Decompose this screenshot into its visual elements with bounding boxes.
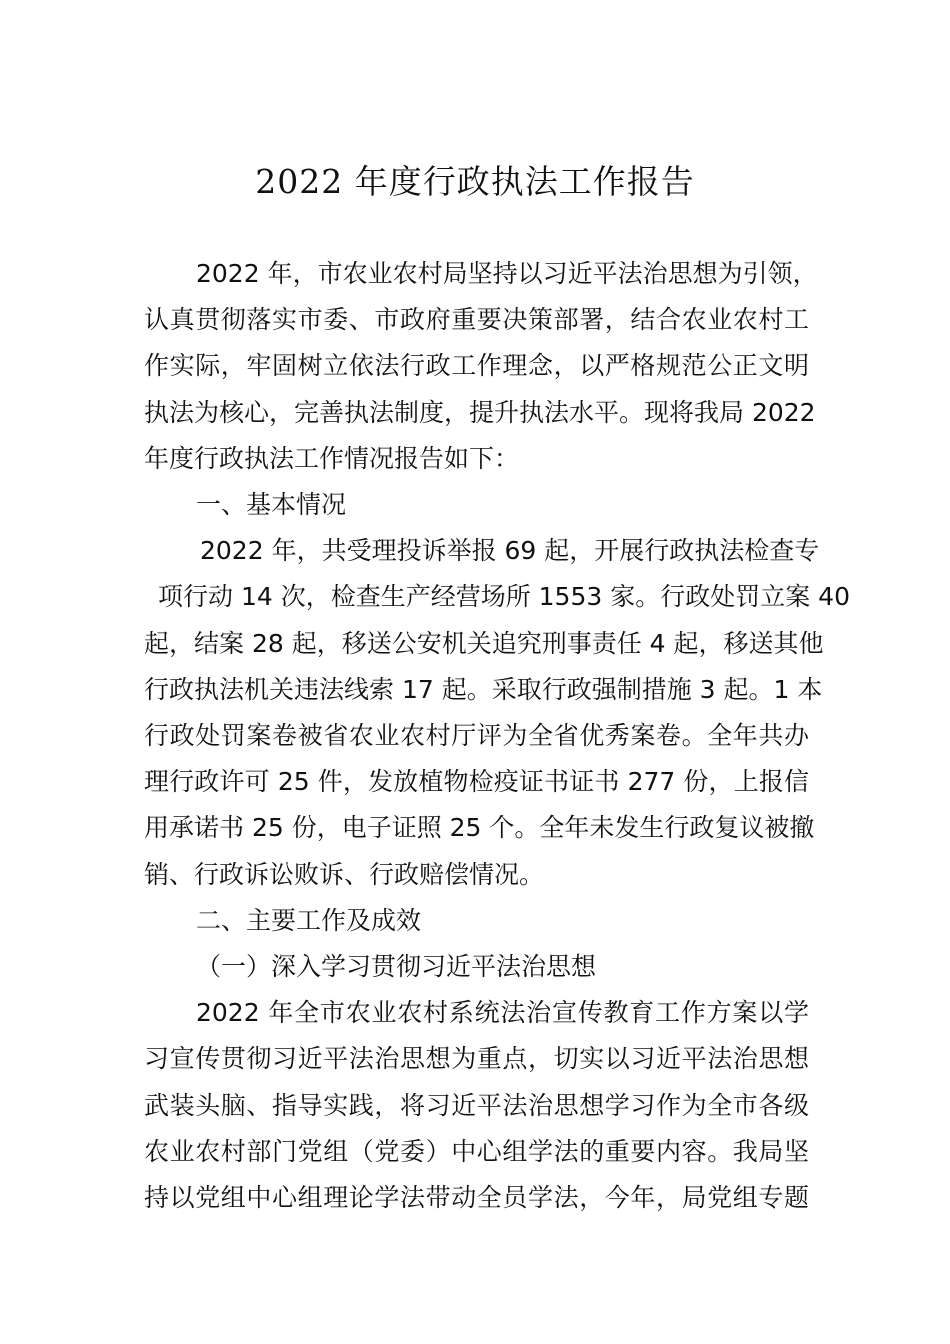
paragraph-line: 2022 年全市农业农村系统法治宣传教育工作方案以学 — [196, 998, 809, 1028]
paragraph-line: 理行政许可 25 件，发放植物检疫证书证书 277 份，上报信 — [144, 767, 809, 797]
paragraph-line: 武装头脑、指导实践，将习近平法治思想学习作为全市各级 — [144, 1090, 809, 1120]
paragraph-line: 持以党组中心组理论学法带动全员学法，今年，局党组专题 — [144, 1183, 809, 1213]
paragraph-line: 销、行政诉讼败诉、行政赔偿情况。 — [144, 859, 545, 889]
document-title: 2022 年度行政执法工作报告 — [255, 162, 695, 201]
paragraph-line: 年度行政执法工作情况报告如下： — [144, 443, 520, 473]
paragraph-line: 习宣传贯彻习近平法治思想为重点，切实以习近平法治思想 — [144, 1044, 809, 1074]
subsection-heading: （一）深入学习贯彻习近平法治思想 — [196, 952, 597, 982]
paragraph-line: 认真贯彻落实市委、市政府重要决策部署，结合农业农村工 — [144, 305, 809, 335]
paragraph-line: 起，结案 28 起，移送公安机关追究刑事责任 4 起，移送其他 — [144, 628, 824, 658]
paragraph-line: 行政执法机关违法线索 17 起。采取行政强制措施 3 起。1 本 — [144, 674, 823, 704]
paragraph-line: 项行动 14 次，检查生产经营场所 1553 家。行政处罚立案 40 — [158, 582, 850, 612]
section-heading: 二、主要工作及成效 — [196, 905, 422, 935]
paragraph-line: 用承诺书 25 份，电子证照 25 个。全年未发生行政复议被撤 — [144, 813, 815, 843]
paragraph-line: 2022 年，市农业农村局坚持以习近平法治思想为引领， — [196, 259, 818, 288]
paragraph-line: 农业农村部门党组（党委）中心组学法的重要内容。我局坚 — [144, 1136, 809, 1166]
paragraph-line: 2022 年，共受理投诉举报 69 起，开展行政执法检查专 — [200, 536, 820, 566]
paragraph-line: 作实际，牢固树立依法行政工作理念，以严格规范公正文明 — [144, 351, 809, 381]
paragraph-line: 行政处罚案卷被省农业农村厅评为全省优秀案卷。全年共办 — [144, 721, 809, 751]
document-body — [144, 251, 850, 1221]
paragraph-line: 执法为核心，完善执法制度，提升执法水平。现将我局 2022 — [144, 397, 816, 427]
section-heading: 一、基本情况 — [196, 490, 347, 520]
